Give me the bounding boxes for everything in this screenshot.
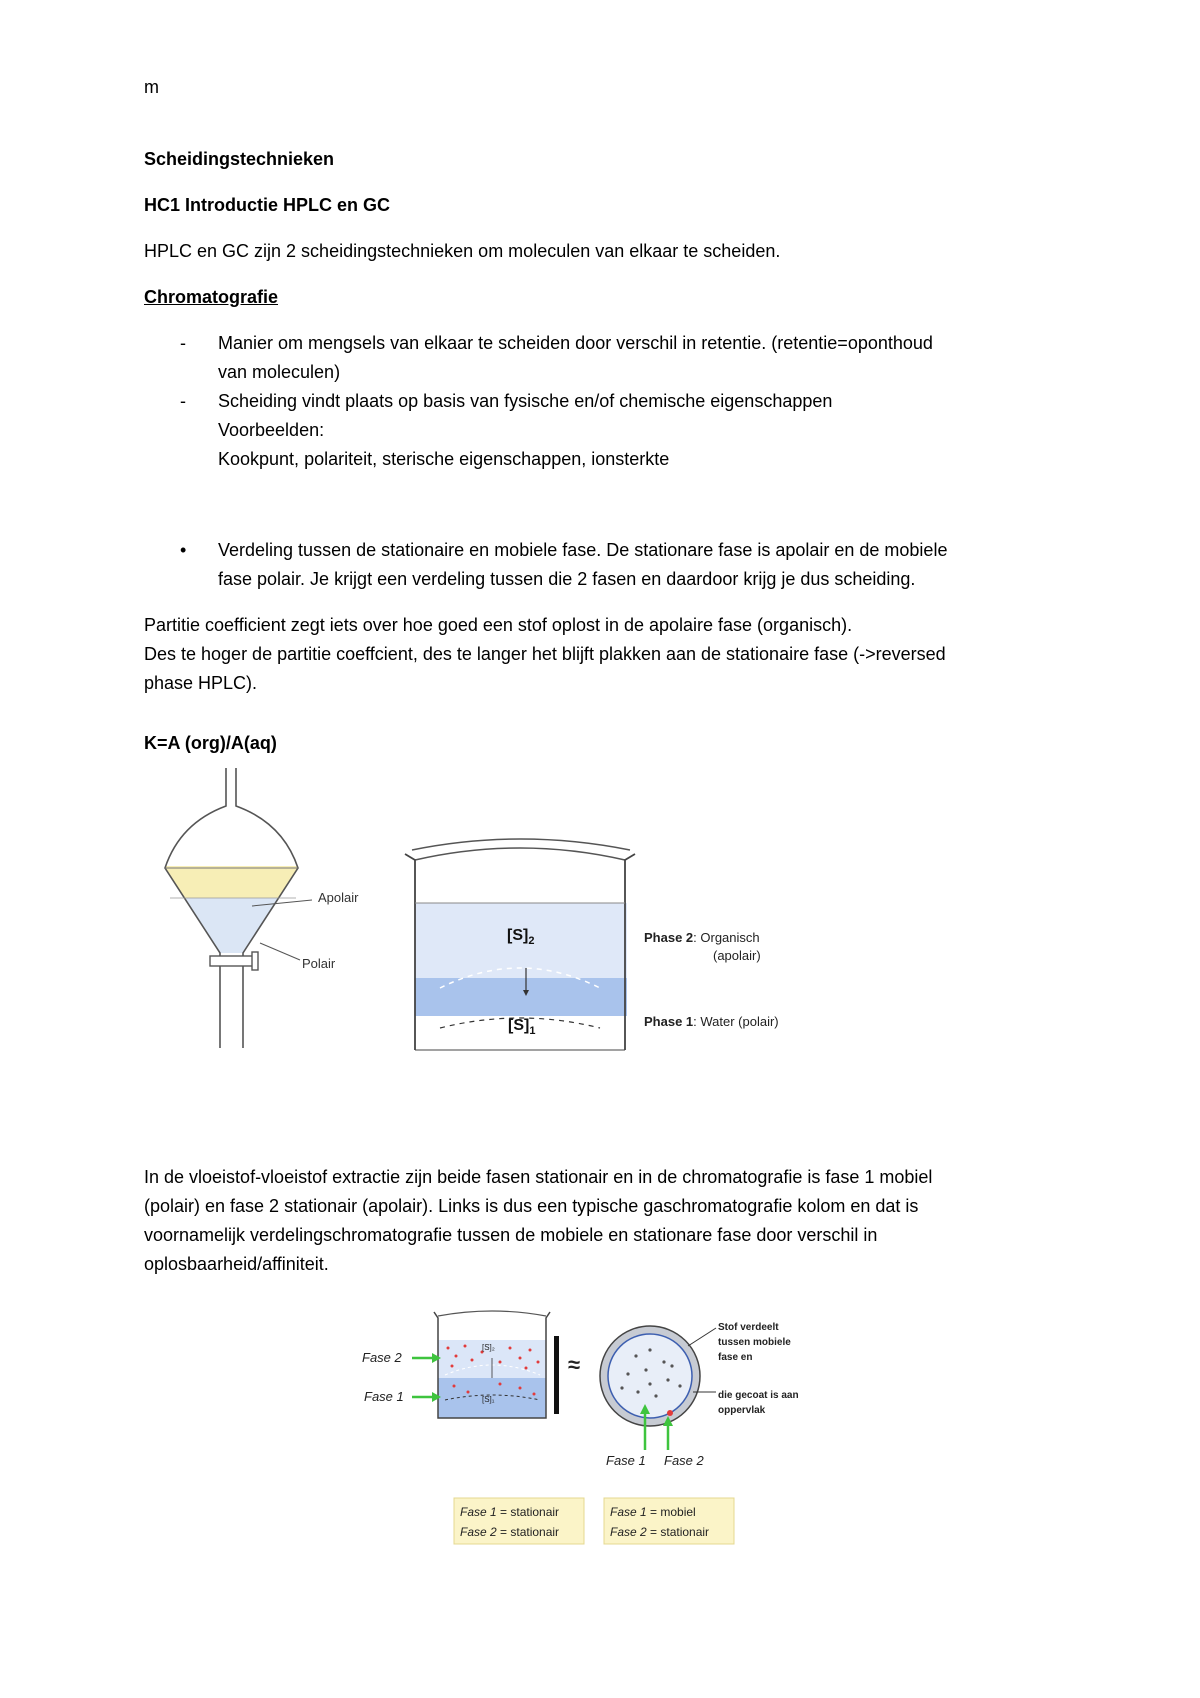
annotation-line: die gecoat is aan: [718, 1390, 799, 1401]
approx-symbol: ≈: [568, 1352, 581, 1377]
s1-label: [S]: [508, 1017, 530, 1034]
extraction-figure: [140, 768, 840, 1058]
svg-text:[S]1: [508, 1017, 535, 1037]
svg-text:Phase 1: Water (polair): [644, 1014, 779, 1029]
s2-label: [S]: [507, 927, 529, 944]
legend-term: Fase 1: [460, 1505, 497, 1519]
phase2-prefix: Phase 2: [644, 930, 694, 945]
annotation-line: fase en: [718, 1352, 753, 1363]
legend-term: Fase 2: [460, 1525, 497, 1539]
apolar-label: Apolair: [318, 890, 359, 905]
legend-value: = stationair: [496, 1505, 560, 1519]
partitie-line: phase HPLC).: [144, 673, 258, 693]
list-bullet: •: [180, 540, 187, 560]
fase1-bottom-label: Fase 1: [606, 1453, 646, 1468]
phase1-prefix: Phase 1: [644, 1014, 694, 1029]
legend-term: Fase 2: [610, 1525, 647, 1539]
list-item-line: van moleculen): [218, 362, 341, 382]
beaker-icon: [405, 839, 779, 1050]
phase2-subtext: (apolair): [713, 948, 761, 963]
s1-subscript: 1: [529, 1025, 536, 1037]
paragraph-line: (polair) en fase 2 stationair (apolair). Links is dus een typische gaschromatografie kolom en dat is: [144, 1196, 919, 1216]
polar-layer: [140, 898, 340, 958]
s2-subscript: 2: [528, 935, 535, 947]
chromatography-figure: [350, 1300, 850, 1575]
s1-label: [S]₁: [482, 1395, 495, 1404]
paragraph-line: In de vloeistof-vloeistof extractie zijn beide fasen stationair en in de chromatografie is fase 1 mobiel: [144, 1167, 933, 1187]
list-item-line: Manier om mengsels van elkaar te scheiden door verschil in retentie. (retentie=oponthoud: [218, 333, 933, 353]
svg-text:Stof verdeelt tussen mob: [718, 1322, 794, 1363]
list-item-line: Kookpunt, polariteit, sterische eigenschappen, ionsterkte: [218, 449, 670, 469]
beaker-icon: [434, 1311, 550, 1418]
list-item-line: fase polair. Je krijgt een verdeling tussen die 2 fasen en daardoor krijg je dus scheiding.: [218, 569, 916, 589]
water-phase: [415, 978, 627, 1016]
arrow-right-icon: [412, 1392, 441, 1402]
legend-term: Fase 1: [610, 1505, 647, 1519]
phase1-text: : Water (polair): [693, 1014, 779, 1029]
column-cross-section-icon: [600, 1326, 700, 1426]
list-bullet: -: [180, 333, 186, 353]
apolar-layer: [140, 866, 340, 898]
polar-label: Polair: [302, 956, 336, 971]
intro-paragraph: HPLC en GC zijn 2 scheidingstechnieken om moleculen van elkaar te scheiden.: [144, 241, 781, 261]
legend-value: = stationair: [646, 1525, 710, 1539]
svg-text:Fase 1 = stationair: [460, 1505, 559, 1519]
paragraph-line: oplosbaarheid/affiniteit.: [144, 1254, 329, 1274]
section-title: HC1 Introductie HPLC en GC: [144, 195, 391, 215]
list-item-line: Voorbeelden:: [218, 420, 325, 440]
annotation-line: tussen mobiele: [718, 1337, 791, 1348]
phase2-text: : Organisch: [693, 930, 760, 945]
svg-text:Fase 1 = mobiel: [610, 1505, 696, 1519]
svg-text:Fase 2 = stationair: [610, 1525, 709, 1539]
paragraph-line: voornamelijk verdelingschromatografie tussen de mobiele en stationare fase door verschil in: [144, 1225, 878, 1245]
legend-value: = mobiel: [646, 1505, 696, 1519]
partitie-line: Des te hoger de partitie coeffcient, des te langer het blijft plakken aan de stationaire fase (->reversed: [144, 644, 946, 664]
formula: K=A (org)/A(aq): [144, 733, 277, 753]
header-mark: m: [144, 77, 159, 97]
divider-bar: [554, 1336, 559, 1414]
legend-box-right: [604, 1498, 734, 1544]
legend-box-left: [454, 1498, 584, 1544]
annotation-line: Stof verdeelt: [718, 1322, 779, 1333]
legend-value: = stationair: [496, 1525, 560, 1539]
fase2-bottom-label: Fase 2: [664, 1453, 704, 1468]
fase2-left-label: Fase 2: [362, 1350, 402, 1365]
s2-label: [S]₂: [482, 1343, 495, 1352]
annotation-line: oppervlak: [718, 1405, 766, 1416]
svg-text:Phase 2: Organisch: [644, 930, 760, 945]
partitie-line: Partitie coefficient zegt iets over hoe goed een stof oplost in de apolaire fase (organisch).: [144, 615, 853, 635]
list-item-line: Scheiding vindt plaats op basis van fysische en/of chemische eigenschappen: [218, 391, 833, 411]
list-item-line: Verdeling tussen de stationaire en mobiele fase. De stationare fase is apolair en de mobiele: [218, 540, 948, 560]
list-bullet: -: [180, 391, 186, 411]
svg-text:Fase 2 = stationair: [460, 1525, 559, 1539]
separatory-funnel-icon: [140, 768, 359, 1048]
chromatografie-heading: Chromatografie: [144, 287, 279, 307]
svg-text:die gecoat is aan opperv: [718, 1390, 801, 1416]
fase1-left-label: Fase 1: [364, 1389, 404, 1404]
arrow-right-icon: [412, 1353, 441, 1363]
document-title: Scheidingstechnieken: [144, 149, 335, 169]
